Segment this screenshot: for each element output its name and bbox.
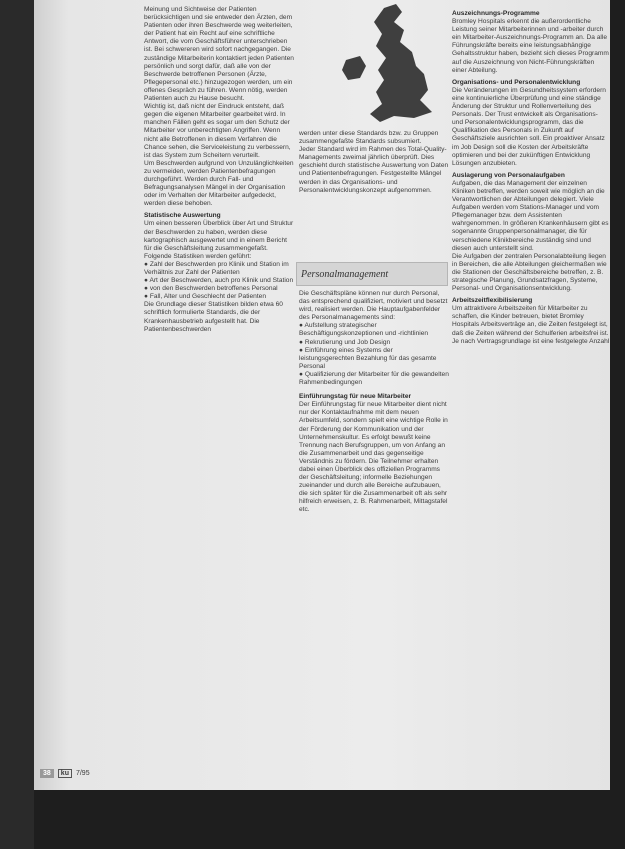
paragraph: Bromley Hospitals erkennt die außerordentliche Leistung seiner Mitarbeiterinnen und -arbeiter durch ein Mitarbeiter-Auszeichnungs-Programm an. Da alle Führungskräfte bereits eine leistungsabhängige Gehaltsstruktur haben, bezieht sich dieses Programm auf die Auszeichnung von Nicht-Führungskräften einer Abteilung. — [452, 18, 611, 74]
section-title: Personalmanagement — [301, 268, 389, 280]
paragraph: Jeder Standard wird im Rahmen des Total-Quality-Managements zweimal jährlich überprüft. Dies geschieht durch statistische Auswertung von Daten und Patientenbefragungen. Festgestellte Mängel werden in das Organisations- und Personalentwicklungskonzept aufgenommen. — [299, 146, 451, 194]
paragraph: ● Einführung eines Systems der leistungsgerechten Bezahlung für das gesamte Personal — [299, 346, 437, 370]
paragraph: ● Fall, Alter und Geschlecht der Patienten — [144, 293, 267, 301]
paragraph: Die Veränderungen im Gesundheitssystem erfordern eine kontinuierliche Überprüfung und eine ständige Änderung der Struktur und Rollenverteilung des Personals. Der Trust entwickelt als Organisations- und Personalentwicklungsprogramm, das die Qualifikation des Personals in Zukunft auf Geschäftsziele ausrichten soll. Ein proaktiver Ansatz im Job Design soll die Kosten der Arbeitskräfte optimieren und bei der zukünftigen Entwicklung Lösungen anzubieten. — [452, 86, 608, 167]
paragraph: ● Art der Beschwerden, auch pro Klinik und Station — [144, 277, 294, 285]
paragraph: ● von den Beschwerden betroffenes Personal — [144, 285, 278, 293]
magazine-logo: ku — [58, 769, 72, 778]
section-subheading: Auszeichnungs-Programme — [452, 10, 540, 17]
paragraph: Aufgaben, die das Management der einzelnen Kliniken betreffen, werden soweit wie möglich an die Verantwortlichen der Abteilungen delegiert. Viele Aufgaben werden vom Stations-Manager und vom Pflegemanager bzw. dem Assistenten wahrgenommen. In größeren Krankenhäusern gibt es sogenannte Gruppenpersonalmanager, die für verschiedene Klinikbereiche zuständig sind und diesen auch unterstellt sind. — [452, 179, 611, 252]
paragraph: Um einen besseren Überblick über Art und Struktur der Beschwerden zu haben, werden diese kartographisch ausgewertet und in einem Bericht für die Geschäftsleitung zusammengefaßt. Folgende Statistiken werden geführt: — [144, 220, 296, 260]
paragraph: Um attraktivere Arbeitszeiten für Mitarbeiter zu schaffen, die Kinder betreuen, bietet Bromley Hospitals Arbeitsverträge an, die Zeiten festgelegt ist, daß die Zeiten während der Schulferien arbeitsfrei ist. Je nach Vertragsgrundlage ist eine festgelegte Anzahl — [452, 305, 611, 345]
paragraph: Wichtig ist, daß nicht der Eindruck entsteht, daß gegen die eigenen Mitarbeiter gearbeitet wird. In manchen Fällen geht es sogar um den Schutz der Mitarbeiter vor unberechtigten Angriffen. Wenn nicht alle Betroffenen in diesem Verfahren die Chance sehen, die Serviceleistung zu verbessern, ist das System zum Scheitern verurteilt. — [144, 103, 293, 159]
issue-number: 7/95 — [75, 769, 90, 777]
section-subheading: Organisations- und Personalentwicklung — [452, 78, 581, 86]
paragraph: Meinung und Sichtweise der Patienten berücksichtigen und sie entweder den Ärzten, dem Patienten oder ihren Beschwerde weg weiterleiten, der Patient hat ein Recht auf eine schriftliche Antwort, die vom Geschäftsführer unterschrieben ist. Bei schwereren wird sofort nachgegangen. Die zuständige Mitarbeiterin kontaktiert jeden Patienten persönlich und sorgt dafür, daß alle von der Beschwerde betroffenen Personen (Ärzte, Pflegepersonal etc.) hinzugezogen werden, um ein offenes Gespräch zu führen. Wenn nötig, werden Patienten auch zu Hause besucht. — [144, 6, 296, 103]
paragraph: ● Zahl der Beschwerden pro Klinik und Station im Verhältnis zur Zahl der Patienten — [144, 260, 291, 276]
page-footer — [40, 766, 90, 780]
paragraph: Die Geschäftspläne können nur durch Personal, das entsprechend qualifiziert, motiviert und besetzt wird, realisiert werden. Die Hauptaufgabenfelder des Personalmanagements sind: — [299, 290, 448, 322]
paragraph: Die Aufgaben der zentralen Personalabteilung liegen in Bereichen, die alle Abteilungen gleichermaßen wie die Stationen der Geschäftsbereiche betreffen, z. B. strategische Planung, Grundsatzfragen, Systeme, Personal- und Organisationsentwicklung. — [452, 252, 609, 293]
section-heading-box — [296, 262, 448, 286]
paragraph: Der Einführungstag für neue Mitarbeiter dient nicht nur der Kontaktaufnahme mit dem neuen Arbeitsumfeld, sondern spielt eine wichtige Rolle in der Förderung der Kommunikation und der Unternehmenskultur. Es erfolgt bewußt keine Trennung nach Berufsgruppen, um von Anfang an die Zusammenarbeit und das gegenseitige Verständnis zu fördern. Die Teilnehmer erhalten dabei einen Überblick des offiziellen Programms der Geschäftsleitung; informelle Beziehungen zueinander und durch alle Bereiche aufzubauen, die sich später für die Zusammenarbeit oft als sehr hilfreich erweisen, z. B. Rahmenarbeit, Mittagstafel etc. — [299, 401, 448, 514]
paragraph: werden unter diese Standards bzw. zu Gruppen zusammengefaßte Standards subsumiert. — [299, 130, 441, 146]
column-3 — [452, 6, 610, 346]
uk-map-icon — [324, 0, 454, 130]
section-subheading: Einführungstag für neue Mitarbeiter — [299, 393, 412, 401]
paragraph: ● Qualifizierung der Mitarbeiter für die gewandelten Rahmenbedingungen — [299, 370, 449, 387]
paragraph: ● Aufstellung strategischer Beschäftigungskonzeptionen und -richtlinien — [299, 322, 429, 338]
section-subheading: Statistische Auswertung — [144, 212, 221, 220]
book-spine — [0, 0, 34, 849]
paragraph: ● Rekrutierung und Job Design — [299, 338, 391, 346]
document-page — [34, 0, 610, 790]
column-1 — [144, 6, 294, 334]
page-number: 38 — [40, 769, 54, 778]
paragraph: Die Grundlage dieser Statistiken bilden etwa 60 schriftlich formulierte Standards, die der Krankenhausbetrieb aufgestellt hat. Die Patientenbeschwerden — [144, 301, 285, 333]
section-subheading: Arbeitszeitflexibilisierung — [452, 297, 533, 305]
section-subheading: Auslagerung von Personalaufgaben — [452, 171, 565, 179]
paragraph: Um Beschwerden aufgrund von Unzulänglichkeiten zu vermeiden, werden Patientenbefragungen durchgeführt. Werden durch Fall- und Befragungsanalysen Mängel in der Organisation oder im Verhalten der Mitarbeiter aufgedeckt, werden diese behoben. — [144, 159, 296, 208]
column-2-bottom — [299, 290, 449, 515]
column-2-top — [299, 130, 449, 195]
